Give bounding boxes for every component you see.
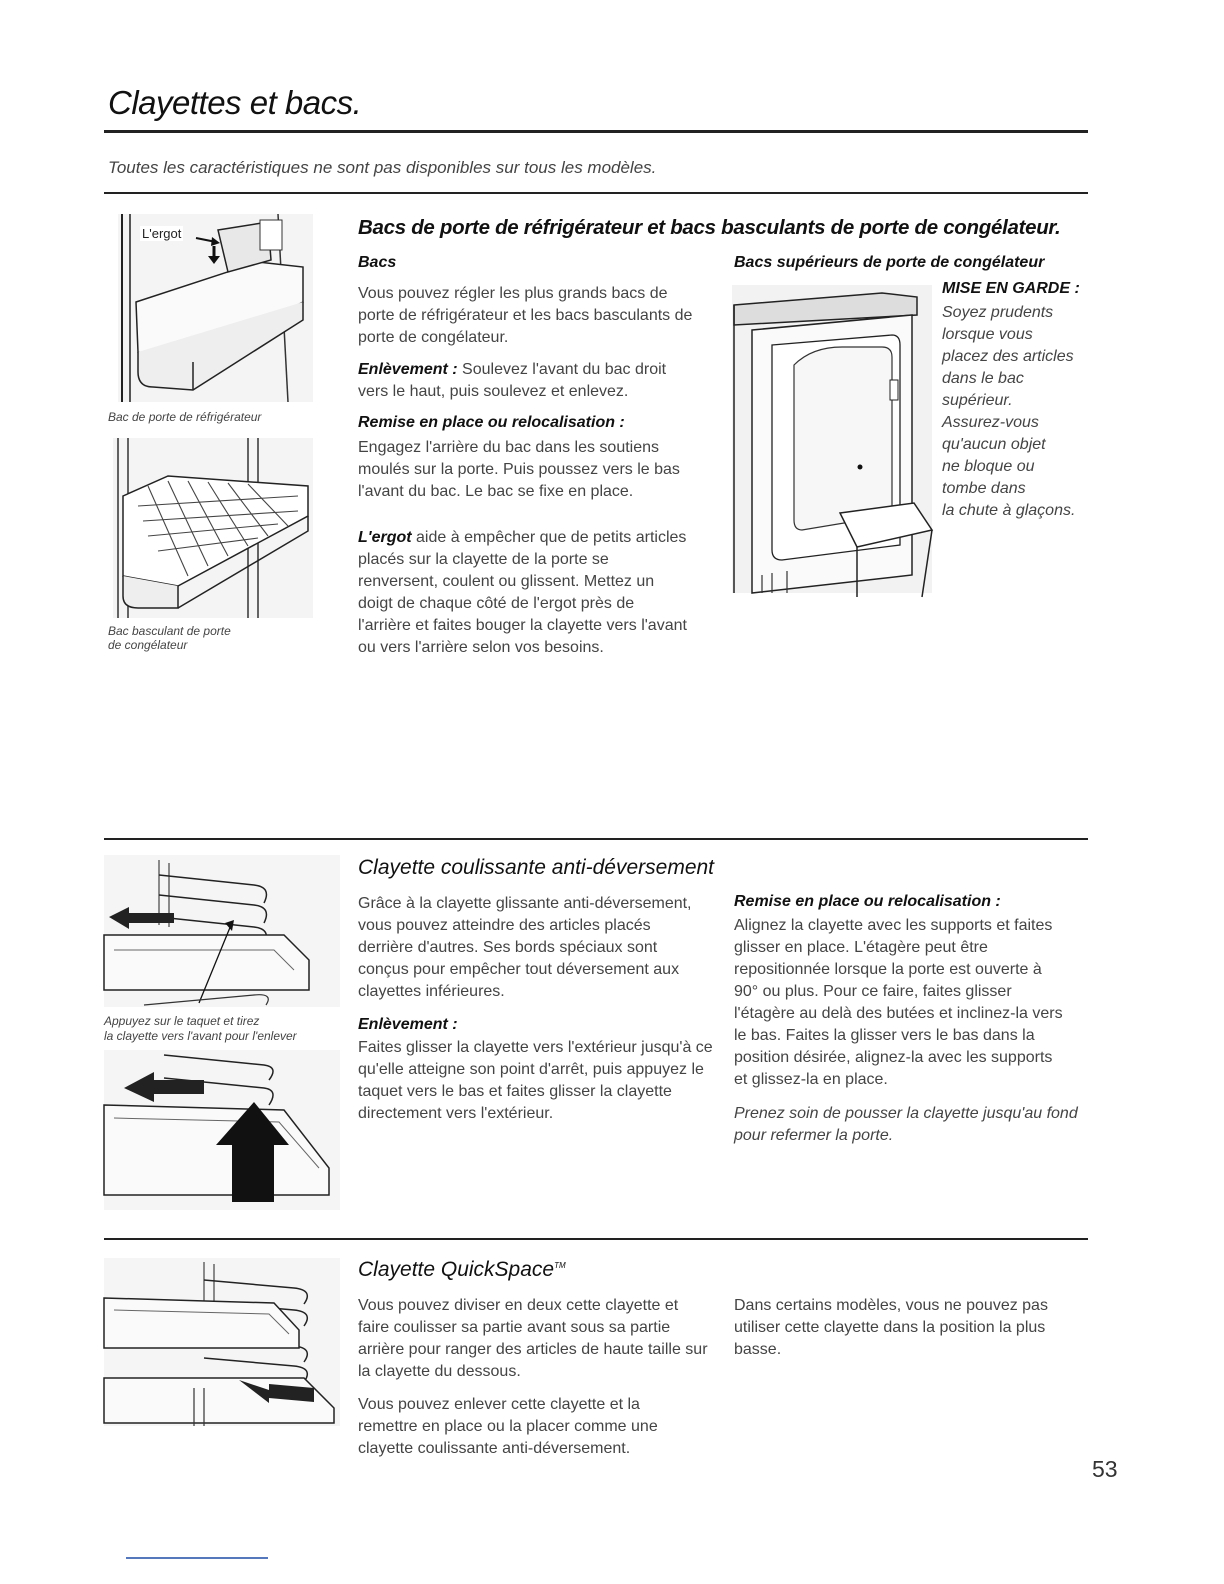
warning-line-9: tombe dans — [942, 480, 1026, 497]
page-subtitle: Toutes les caractéristiques ne sont pas disponibles sur tous les modèles. — [108, 158, 657, 177]
ergot-lead: L'ergot — [358, 529, 412, 546]
warning-line-5: supérieur. — [942, 392, 1013, 409]
warning-line-6: Assurez-vous — [942, 414, 1039, 431]
warning-line-8: ne bloque ou — [942, 458, 1035, 475]
section2-rule — [104, 838, 1088, 840]
spillproof-shelf-lift-illustration — [104, 1050, 342, 1212]
enlevement-text: Soulevez l'avant du bac droit vers le haut, puis soulevez et enlevez. — [358, 361, 667, 400]
door-bin-caption: Bac de porte de réfrigérateur — [108, 410, 262, 424]
warning-line-2: lorsque vous — [942, 326, 1033, 343]
warning-line-10: la chute à glaçons. — [942, 502, 1076, 519]
warning-line-7: qu'aucun objet — [942, 436, 1046, 453]
remise-text: Engagez l'arrière du bac dans les soutiens moulés sur la porte. Puis poussez vers le bas l'avant du bac. Le bac se fixe en place. — [358, 439, 680, 500]
quickspace-para1: Vous pouvez diviser en deux cette clayette et faire coulisser sa partie avant sous sa partie arrière pour ranger des articles de haute taille sur la clayette du dessous. — [358, 1297, 708, 1380]
section2-intro: Grâce à la clayette glissante anti-déversement, vous pouvez atteindre des articles placés derrière d'autres. Ses bords spéciaux sont conçus pour empêcher tout déversement aux clayettes inférieures. — [358, 895, 692, 1000]
ergot-text: aide à empêcher que de petits articles placés sur la clayette de la porte se renversent, coulent ou glissent. Mettez un doigt de chaque côté de l'ergot près de l'arrière et faites bouger la clayette vers l'avant ou vers l'arrière selon vos besoins. — [358, 529, 687, 656]
section3-rule — [104, 1238, 1088, 1240]
section3-heading — [358, 1258, 566, 1282]
bacs-heading: Bacs — [358, 254, 397, 271]
spillproof-shelf-pull-illustration — [104, 855, 342, 1010]
trademark-mark: TM — [554, 1261, 566, 1270]
spillproof-caption-line2: la clayette vers l'avant pour l'enlever — [104, 1029, 297, 1043]
door-bin-illustration — [108, 212, 328, 407]
freezer-door-illustration — [732, 285, 947, 597]
warning-line-4: dans le bac — [942, 370, 1024, 387]
subtitle-rule — [104, 192, 1088, 194]
quickspace-para2: Vous pouvez enlever cette clayette et la remettre en place ou la placer comme une clayette coulissante anti-déversement. — [358, 1396, 658, 1457]
section1-heading: Bacs de porte de réfrigérateur et bacs basculants de porte de congélateur. — [358, 216, 1061, 239]
enlevement-lead: Enlèvement : — [358, 361, 458, 378]
freezer-bin-caption-line2: de congélateur — [108, 638, 188, 652]
section2-enlevement-heading: Enlèvement : — [358, 1016, 458, 1033]
footer-line — [126, 1557, 268, 1559]
section2-heading: Clayette coulissante anti-déversement — [358, 856, 715, 879]
bacs-text: Vous pouvez régler les plus grands bacs de porte de réfrigérateur et les bacs basculants de porte de congélateur. — [358, 285, 693, 346]
title-rule — [104, 130, 1088, 133]
warning-title: MISE EN GARDE : — [942, 280, 1080, 297]
remise-heading: Remise en place ou relocalisation : — [358, 414, 625, 431]
page-number: 53 — [1092, 1456, 1118, 1482]
bacs-enlevement — [358, 359, 698, 403]
section2-enlevement-text: Faites glisser la clayette vers l'extérieur jusqu'à ce qu'elle atteigne son point d'arrêt, puis appuyez le taquet vers le bas et faites glisser la clayette directement vers l'extérieur. — [358, 1039, 713, 1122]
freezer-bin-caption-line1: Bac basculant de porte — [108, 624, 231, 638]
warning-line-1: Soyez prudents — [942, 304, 1054, 321]
ergot-label: L'ergot — [142, 226, 182, 241]
section2-remise-text: Alignez la clayette avec les supports et faites glisser en place. L'étagère peut être repositionnée lorsque la porte est ouverte à 90° ou plus. Pour ce faire, faites glisser l'étagère au delà des butées et inclinez-la vers le bas. Faites la glisser vers le bas dans la position désirée, alignez-la avec les supports et glissez-la en place. — [734, 917, 1063, 1088]
quickspace-title: Clayette QuickSpace — [358, 1258, 555, 1281]
quickspace-shelf-illustration — [104, 1258, 342, 1428]
warning-line-3: placez des articles — [942, 348, 1074, 365]
spillproof-caption-line1: Appuyez sur le taquet et tirez — [104, 1014, 260, 1028]
ergot-paragraph — [358, 527, 688, 659]
superieurs-heading: Bacs supérieurs de porte de congélateur — [734, 254, 1045, 271]
section2-remise-heading: Remise en place ou relocalisation : — [734, 893, 1001, 910]
quickspace-para3: Dans certains modèles, vous ne pouvez pas utiliser cette clayette dans la position la plus basse. — [734, 1297, 1048, 1358]
page-title: Clayettes et bacs. — [108, 84, 362, 121]
freezer-bin-illustration — [108, 436, 328, 621]
section2-note: Prenez soin de pousser la clayette jusqu'au fond pour refermer la porte. — [734, 1105, 1078, 1144]
